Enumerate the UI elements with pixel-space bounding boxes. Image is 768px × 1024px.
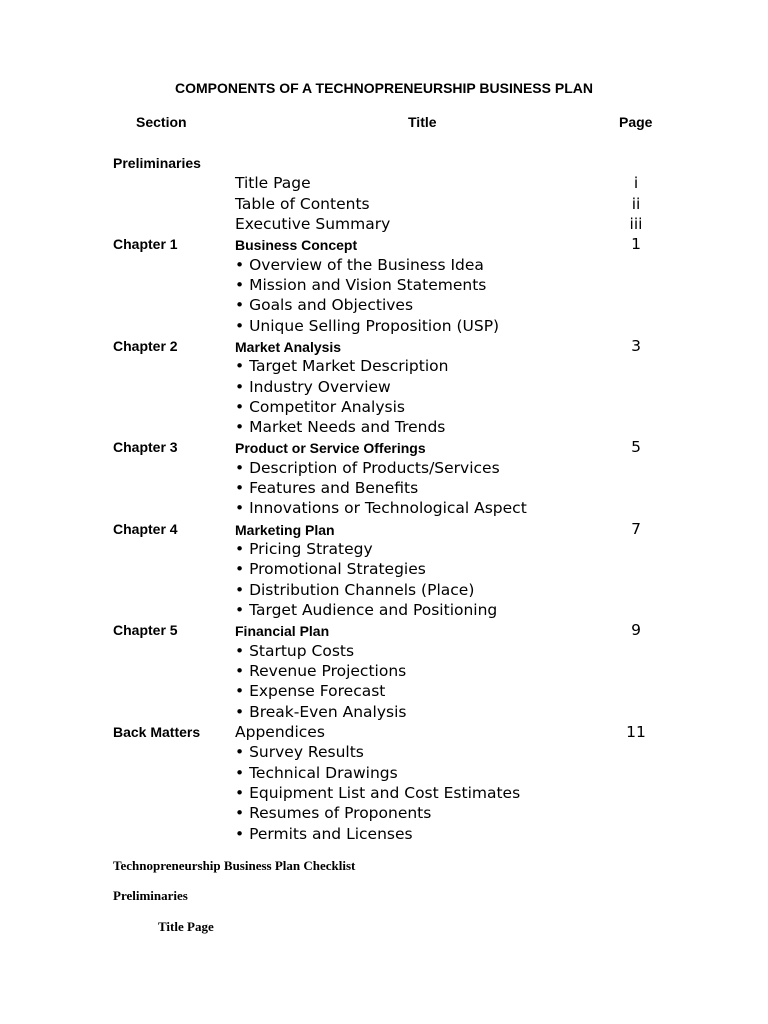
checklist-title: Technopreneurship Business Plan Checklist: [113, 858, 356, 873]
section-label: Preliminaries: [113, 155, 201, 171]
entry-title: • Expense Forecast: [235, 682, 386, 701]
entry-title: • Mission and Vision Statements: [235, 275, 487, 294]
entry-title: • Goals and Objectives: [235, 296, 414, 315]
page-column-header: Page: [619, 114, 653, 130]
entry-title: • Pricing Strategy: [235, 540, 373, 559]
entry-title: • Industry Overview: [235, 377, 391, 396]
entry-title: • Break-Even Analysis: [235, 702, 407, 721]
chapter-title: Marketing Plan: [235, 521, 335, 538]
chapter-title: Product or Service Offerings: [235, 440, 426, 457]
entry-title: • Distribution Channels (Place): [235, 580, 475, 599]
entry-title: • Technical Drawings: [235, 763, 398, 782]
section-label: Chapter 1: [113, 236, 178, 253]
page-number: 9: [631, 621, 641, 640]
entry-title: Appendices: [235, 722, 325, 741]
entry-title: • Startup Costs: [235, 641, 355, 660]
entry-title: • Innovations or Technological Aspect: [235, 499, 527, 518]
entry-title: • Competitor Analysis: [235, 397, 405, 416]
chapter-title: Market Analysis: [235, 338, 342, 355]
entry-title: • Market Needs and Trends: [235, 418, 446, 437]
page-number: 5: [631, 438, 641, 457]
page-number: ii: [631, 194, 641, 213]
entry-title: • Promotional Strategies: [235, 560, 426, 579]
chapter-title: Business Concept: [235, 237, 358, 254]
entry-title: • Description of Products/Services: [235, 458, 500, 477]
entry-title: • Target Market Description: [235, 357, 449, 376]
page-number: 7: [631, 519, 641, 538]
entry-title: Executive Summary: [235, 214, 391, 233]
entry-title: • Resumes of Proponents: [235, 804, 432, 823]
page-number: i: [633, 174, 639, 193]
section-label: Back Matters: [113, 723, 201, 740]
section-label: Chapter 3: [113, 439, 178, 456]
page-number: 3: [631, 336, 641, 355]
title-column-header: Title: [408, 114, 437, 130]
entry-title: • Target Audience and Positioning: [235, 601, 498, 620]
section-column-header: Section: [136, 114, 187, 130]
checklist-section: Preliminaries: [113, 888, 188, 903]
entry-title: • Equipment List and Cost Estimates: [235, 783, 521, 802]
section-label: Chapter 4: [113, 520, 178, 537]
entry-title: Table of Contents: [235, 194, 370, 213]
entry-title: • Unique Selling Proposition (USP): [235, 316, 500, 335]
section-label: Chapter 2: [113, 337, 178, 354]
checklist-item: Title Page: [158, 919, 214, 934]
entry-title: • Revenue Projections: [235, 662, 407, 680]
section-label: Chapter 5: [113, 622, 178, 639]
page-number: iii: [629, 214, 643, 233]
page-number: 1: [631, 235, 641, 254]
chapter-title: Financial Plan: [235, 623, 330, 640]
entry-title: • Overview of the Business Idea: [235, 255, 484, 274]
document-title: COMPONENTS OF A TECHNOPRENEURSHIP BUSINESS PLAN: [175, 80, 593, 96]
page-number: 11: [626, 722, 646, 741]
entry-title: • Features and Benefits: [235, 479, 419, 498]
entry-title: Title Page: [235, 174, 311, 193]
entry-title: • Survey Results: [235, 743, 364, 762]
entry-title: • Permits and Licenses: [235, 824, 413, 843]
